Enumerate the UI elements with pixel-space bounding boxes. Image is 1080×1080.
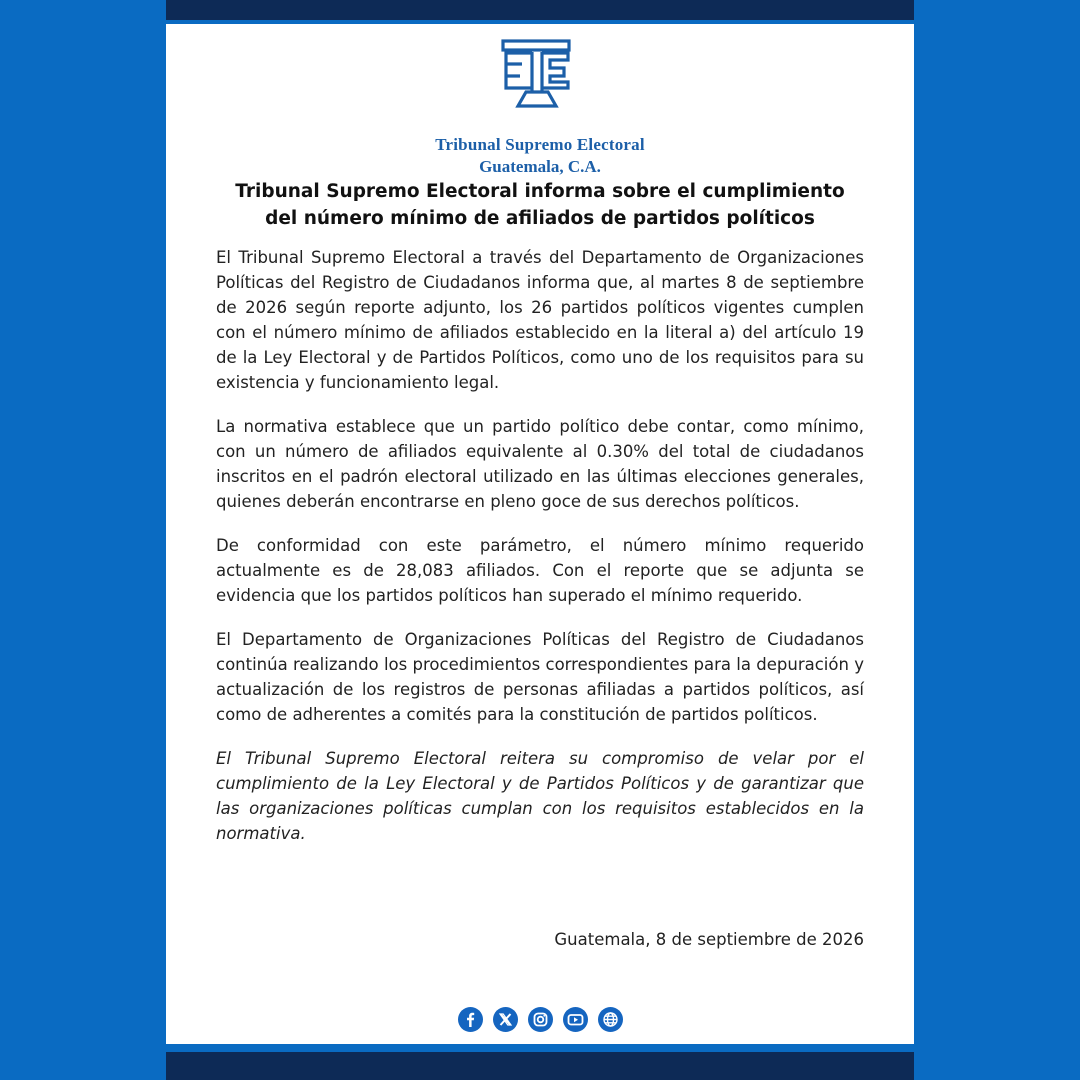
web-globe-icon[interactable]: [598, 1007, 623, 1032]
social-links: [166, 1007, 914, 1033]
instagram-icon[interactable]: [528, 1007, 553, 1032]
org-name-line1: Tribunal Supremo Electoral: [435, 135, 645, 154]
paragraph-2: La normativa establece que un partido político debe contar, como mínimo, con un número de afiliados equivalente al 0.30% del total de ciudadanos inscritos en el padrón electoral utilizado en las últimas elecciones generales, quienes deberán encontrarse en pleno goce de sus derechos políticos.: [216, 417, 864, 511]
paragraph-1: El Tribunal Supremo Electoral a través del Departamento de Organizaciones Políticas del Registro de Ciudadanos informa que, al martes 8 de septiembre de 2026 según reporte adjunto, los 26 partidos políticos vigentes cumplen con el número mínimo de afiliados establecido en la literal a) del artículo 19 de la Ley Electoral y de Partidos Políticos, como uno de los requisitos para su existencia y funcionamiento legal.: [216, 248, 864, 392]
x-icon[interactable]: [493, 1007, 518, 1032]
paragraph-4: El Departamento de Organizaciones Políticas del Registro de Ciudadanos continúa realizando los procedimientos correspondientes para la depuración y actualización de los registros de personas afiliadas a partidos políticos, así como de adherentes a comités para la constitución de partidos políticos.: [216, 630, 864, 724]
paragraph-3: De conformidad con este parámetro, el número mínimo requerido actualmente es de 28,083 afiliados. Con el reporte que se adjunta se evidencia que los partidos políticos han superado el mínimo requerido.: [216, 536, 864, 605]
org-name-line2: Guatemala, C.A.: [479, 157, 601, 176]
date-line: Guatemala, 8 de septiembre de 2026: [554, 930, 864, 949]
top-band: [166, 0, 914, 20]
press-release-sheet: [166, 24, 914, 1044]
tse-emblem-icon: [500, 38, 580, 114]
bottom-band: [166, 1052, 914, 1080]
headline-line2: del número mínimo de afiliados de partidos políticos: [265, 208, 815, 229]
youtube-icon[interactable]: [563, 1007, 588, 1032]
headline: [216, 178, 864, 232]
headline-line1: Tribunal Supremo Electoral informa sobre el cumplimiento: [235, 181, 845, 202]
release-body: [216, 245, 864, 846]
tse-logo: [166, 38, 914, 176]
facebook-icon[interactable]: [458, 1007, 483, 1032]
closing-statement: El Tribunal Supremo Electoral reitera su compromiso de velar por el cumplimiento de la Ley Electoral y de Partidos Políticos y de garantizar que las organizaciones políticas cumplan con los requisitos establecidos en la normativa.: [216, 749, 864, 843]
